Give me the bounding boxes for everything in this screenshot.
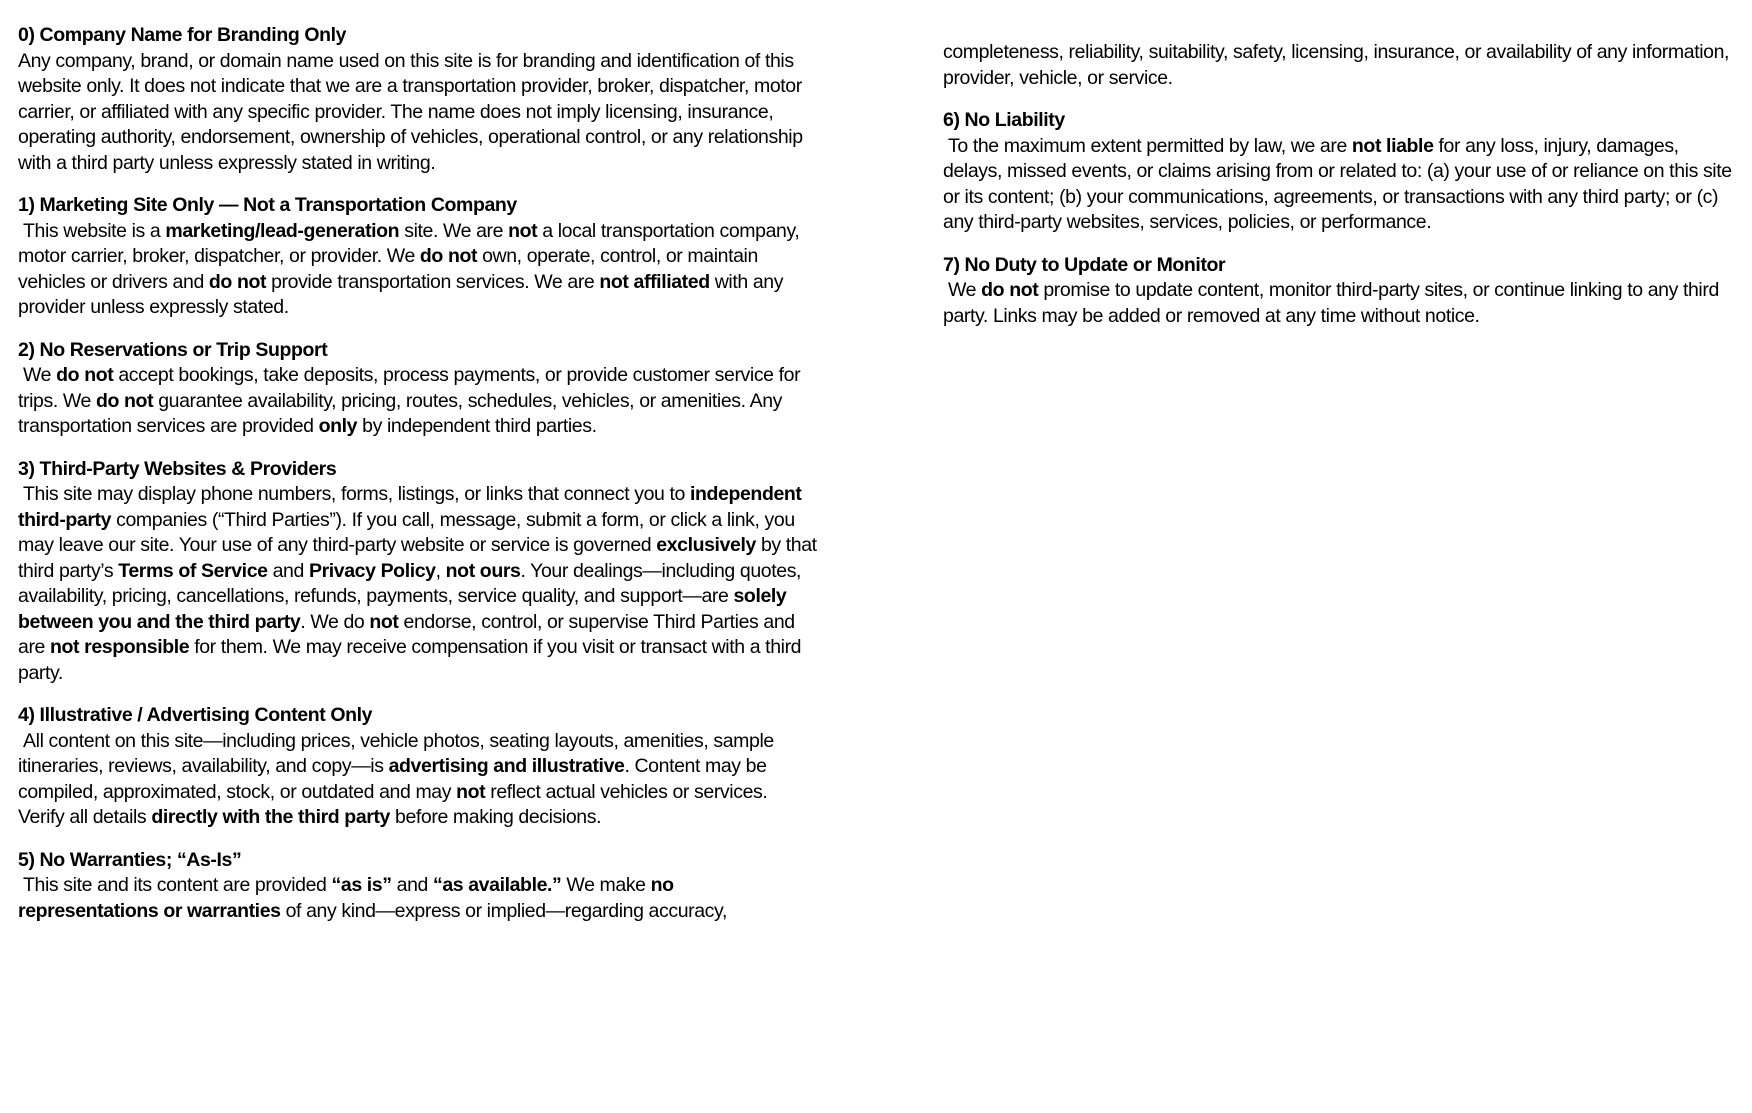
text-run: This website is a bbox=[18, 219, 166, 242]
text-run: of any kind—express or implied—regarding accuracy, bbox=[280, 899, 727, 922]
text-run: promise to update content, monitor third-party sites, or continue linking to any third party. Links may be added or removed at any time without notice. bbox=[943, 279, 1724, 327]
section-heading: 5) No Warranties; “As-Is” bbox=[18, 848, 242, 871]
bold-text-run: solely between you and the third party bbox=[18, 585, 792, 633]
text-run: completeness, reliability, suitability, safety, licensing, insurance, or availability of any information, provider, vehicle, or service. bbox=[943, 41, 1735, 89]
text-run: Any company, brand, or domain name used on this site is for branding and identification of this website only. It does not indicate that we are a transportation provider, broker, dispatcher, motor carrier, or affiliated with any specific provider. The name does not imply licensing, insurance, operating authority, endorsement, ownership of vehicles, operational control, or any relationship with a third party unless expressly stated in writing. bbox=[18, 49, 808, 174]
text-run: All content on this site—including prices, vehicle photos, seating layouts, amenities, sample itineraries, reviews, availability, and copy—is bbox=[18, 729, 779, 777]
bold-text-run: no representations or warranties bbox=[18, 874, 679, 922]
bold-text-run: “as available.” bbox=[432, 874, 562, 896]
text-run: accept bookings, take deposits, process payments, or provide customer service for trips. We bbox=[18, 364, 806, 412]
section-paragraph bbox=[18, 49, 818, 177]
bold-text-run: directly with the third party bbox=[151, 806, 390, 828]
bold-text-run: do not bbox=[419, 245, 478, 267]
section-heading: 6) No Liability bbox=[943, 109, 1065, 131]
section-heading: 7) No Duty to Update or Monitor bbox=[943, 253, 1226, 276]
text-run: provide transportation services. We are bbox=[266, 270, 600, 293]
right-column bbox=[943, 23, 1737, 329]
text-run: a local transportation company, motor carrier, broker, dispatcher, or provider. We bbox=[18, 219, 805, 267]
section-paragraph bbox=[18, 219, 818, 321]
bold-text-run: advertising and illustrative bbox=[388, 755, 625, 777]
text-run: . Your dealings—including quotes, availability, pricing, cancellations, refunds, payments, service quality, and support—are bbox=[18, 559, 807, 607]
text-run: . Content may be compiled, approximated, stock, or outdated and may bbox=[18, 755, 772, 803]
section-heading: 0) Company Name for Branding Only bbox=[18, 24, 347, 46]
disclaimer-section bbox=[18, 848, 818, 925]
text-run: We bbox=[943, 279, 982, 301]
bold-text-run: do not bbox=[981, 279, 1039, 301]
text-run: This site may display phone numbers, forms, listings, or links that connect you to bbox=[18, 483, 690, 505]
bold-text-run: Privacy Policy bbox=[308, 559, 436, 582]
section-paragraph-continuation bbox=[943, 40, 1733, 91]
bold-text-run: not bbox=[508, 219, 538, 242]
section-heading: 3) Third-Party Websites & Providers bbox=[18, 457, 337, 480]
bold-text-run: do not bbox=[208, 270, 267, 293]
section-paragraph bbox=[18, 363, 818, 440]
text-run: . We do bbox=[300, 610, 370, 633]
bold-text-run: not responsible bbox=[50, 636, 190, 658]
text-run: for any loss, injury, damages, delays, missed events, or claims arising from or related to: (a) your use of or reliance on this site or its content; (b) your communications, agreements, or transactions with any third party; or (c) any third-party websites, services, policies, or performance. bbox=[943, 134, 1737, 233]
bold-text-run: not liable bbox=[1351, 134, 1434, 157]
text-run: by that third party’s bbox=[18, 534, 822, 582]
disclaimer-section bbox=[18, 23, 818, 176]
disclaimer-section bbox=[943, 108, 1737, 236]
bold-text-run: “as is” bbox=[331, 874, 392, 896]
bold-text-run: not affiliated bbox=[599, 270, 710, 293]
section-paragraph bbox=[18, 873, 818, 924]
text-run: for them. We may receive compensation if you visit or transact with a third party. bbox=[18, 636, 807, 684]
bold-text-run: not bbox=[456, 780, 486, 803]
section-heading: 2) No Reservations or Trip Support bbox=[18, 338, 328, 361]
text-run: site. We are bbox=[399, 219, 509, 242]
bold-text-run: do not bbox=[96, 389, 154, 412]
disclaimer-section bbox=[943, 40, 1733, 91]
disclaimer-section bbox=[18, 457, 822, 687]
disclaimer-section bbox=[18, 338, 818, 440]
bold-text-run: Terms of Service bbox=[118, 559, 268, 582]
text-run: companies (“Third Parties”). If you call, message, submit a form, or click a link, you may leave our site. Your use of any third-party website or service is governed bbox=[18, 508, 800, 556]
bold-text-run: exclusively bbox=[656, 534, 756, 556]
text-run: reflect actual vehicles or services. Verify all details bbox=[18, 780, 773, 828]
disclaimer-section bbox=[18, 703, 818, 831]
section-heading: 4) Illustrative / Advertising Content Only bbox=[18, 704, 373, 726]
text-run: own, operate, control, or maintain vehicles or drivers and bbox=[18, 245, 763, 293]
disclaimer-section bbox=[943, 253, 1733, 330]
text-run: and bbox=[391, 874, 433, 896]
bold-text-run: only bbox=[318, 415, 358, 437]
bold-text-run: not ours bbox=[445, 559, 521, 582]
bold-text-run: do not bbox=[56, 364, 114, 386]
bold-text-run: marketing/lead-generation bbox=[165, 219, 400, 242]
section-paragraph bbox=[18, 729, 818, 831]
disclaimer-section bbox=[18, 193, 818, 321]
text-run: We bbox=[18, 364, 57, 386]
left-column bbox=[18, 23, 822, 924]
section-paragraph bbox=[943, 134, 1737, 236]
text-run: We make bbox=[561, 874, 651, 896]
text-run: by independent third parties. bbox=[357, 415, 597, 437]
text-run: , bbox=[435, 559, 446, 582]
section-paragraph bbox=[18, 482, 822, 686]
section-heading: 1) Marketing Site Only — Not a Transportation Company bbox=[18, 194, 517, 216]
text-run: before making decisions. bbox=[390, 806, 602, 828]
text-run: This site and its content are provided bbox=[18, 874, 332, 896]
text-run: endorse, control, or supervise Third Parties and are bbox=[18, 610, 800, 658]
text-run: To the maximum extent permitted by law, we are bbox=[943, 134, 1352, 157]
bold-text-run: not bbox=[369, 610, 399, 633]
section-paragraph bbox=[943, 278, 1733, 329]
text-run: guarantee availability, pricing, routes, schedules, vehicles, or amenities. Any transportation services are provided bbox=[18, 389, 788, 437]
text-run: and bbox=[267, 559, 309, 582]
text-run: with any provider unless expressly stated. bbox=[18, 270, 789, 318]
bold-text-run: independent third-party bbox=[18, 483, 807, 531]
